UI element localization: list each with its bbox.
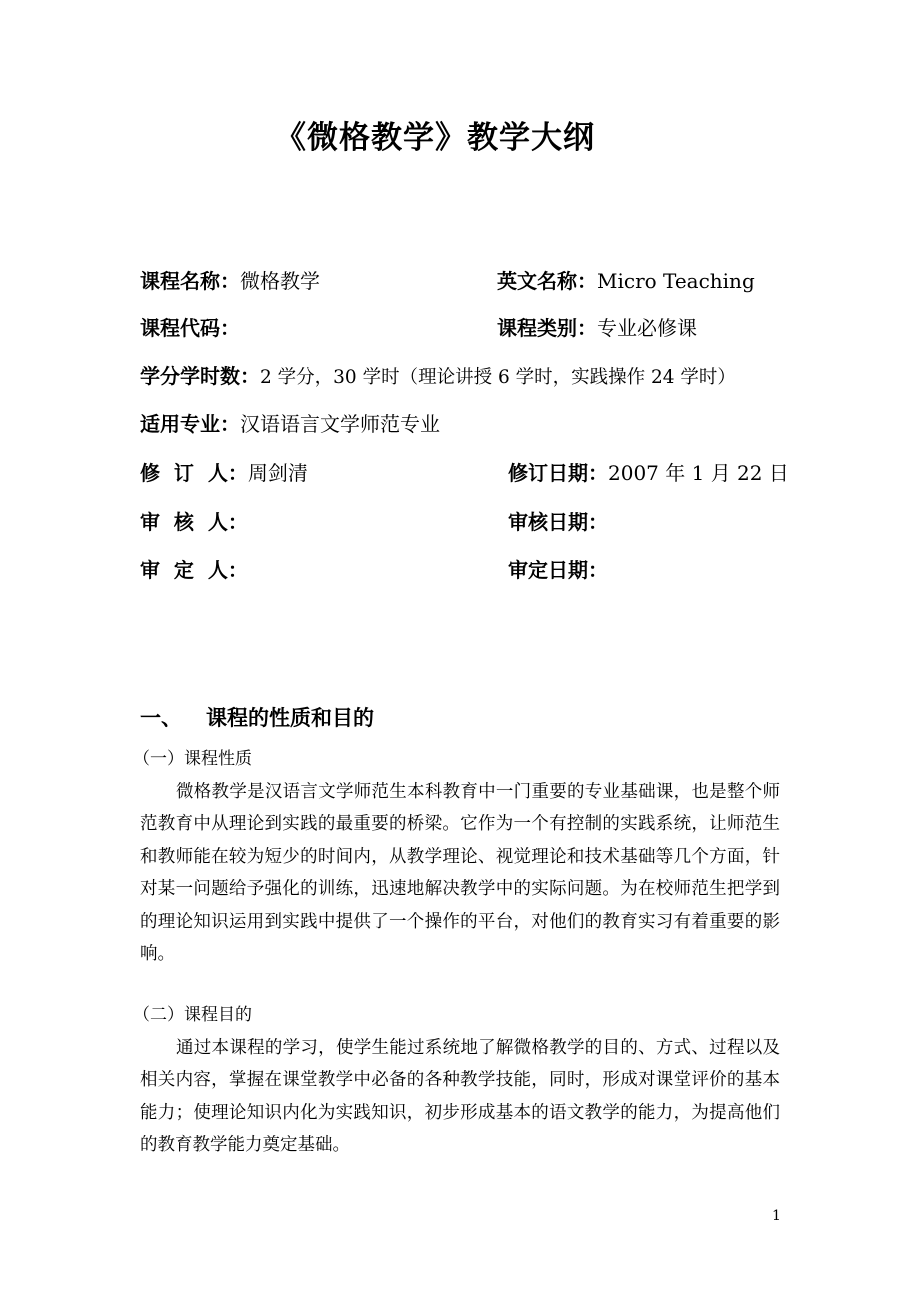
info-row-english-name	[497, 267, 755, 295]
paragraph-line: 基本能力；使理论知识内化为实践知识，初步形成基本的语文教学的能力，为提	[140, 1070, 781, 1123]
revise-date-label: 修订日期：	[508, 461, 608, 485]
subsection-title: （二）课程目的	[133, 1005, 252, 1025]
course-name-value: 微格教学	[240, 269, 320, 293]
info-row-major	[140, 410, 440, 438]
paragraph-course-nature	[140, 776, 780, 970]
paragraph-course-purpose	[140, 1032, 780, 1162]
info-row-revisor	[140, 459, 308, 487]
paragraph-line: 通过本课程的学习，使学生能过系统地了解微格教学的目的、方式、过程以	[176, 1038, 763, 1058]
info-row-course-type	[497, 314, 697, 342]
course-code-label: 课程代码：	[140, 316, 240, 340]
approve-date-label: 审定日期：	[508, 558, 608, 582]
subsection-title: （一）课程性质	[133, 749, 252, 769]
major-value: 汉语语言文学师范专业	[240, 412, 440, 436]
info-row-revise-date	[508, 459, 789, 487]
course-type-value: 专业必修课	[597, 316, 697, 340]
credits-label: 学分学时数：	[140, 364, 260, 388]
paragraph-line: 师范教育中从理论到实践的最重要的桥梁。它作为一个有控制的实践系统，让师	[140, 782, 780, 835]
info-row-credits	[140, 362, 736, 392]
reviewer-label: 审 核 人：	[140, 510, 248, 534]
paragraph-line: 生把学到的理论知识运用到实践中提供了一个操作的平台，对他们的教育实习有	[140, 879, 780, 932]
document-title: 《微格教学》教学大纲	[275, 120, 595, 156]
course-name-label: 课程名称：	[140, 269, 240, 293]
paragraph-line: 面，针对某一问题给予强化的训练，迅速地解决教学中的实际问题。为在校师范	[140, 846, 781, 900]
paragraph-line: 微格教学是汉语言文学师范生本科教育中一门重要的专业基础课，也是整个	[176, 782, 763, 802]
section-heading	[140, 702, 374, 732]
credits-value: 2 学分，30 学时（理论讲授 6 学时，实践操作 24 学时）	[260, 367, 736, 388]
english-name-label: 英文名称：	[497, 269, 597, 293]
page-number: 1	[772, 1208, 781, 1224]
paragraph-line: 高他们的教育教学能力奠定基础。	[140, 1102, 781, 1156]
major-label: 适用专业：	[140, 412, 240, 436]
info-row-review-date	[508, 508, 608, 536]
english-name-value: Micro Teaching	[597, 269, 755, 293]
info-row-course-name	[140, 267, 320, 295]
revise-date-value: 2007 年 1 月 22 日	[608, 461, 789, 485]
section-number: 一、	[140, 706, 182, 730]
paragraph-line: 及相关内容，掌握在课堂教学中必备的各种教学技能，同时，形成对课堂评价的	[140, 1038, 780, 1091]
paragraph-line: 着重要的影响。	[140, 911, 781, 965]
info-row-approve-date	[508, 556, 608, 584]
info-row-reviewer	[140, 508, 248, 536]
course-type-label: 课程类别：	[497, 316, 597, 340]
revisor-value: 周剑清	[247, 461, 308, 485]
review-date-label: 审核日期：	[508, 510, 608, 534]
paragraph-line: 范生和教师能在较为短少的时间内，从教学理论、视觉理论和技术基础等几个方	[140, 814, 781, 867]
info-row-course-code	[140, 314, 240, 342]
info-row-approver	[140, 556, 248, 584]
revisor-label: 修 订 人：	[140, 461, 248, 485]
section-title: 课程的性质和目的	[206, 706, 374, 730]
approver-label: 审 定 人：	[140, 558, 248, 582]
